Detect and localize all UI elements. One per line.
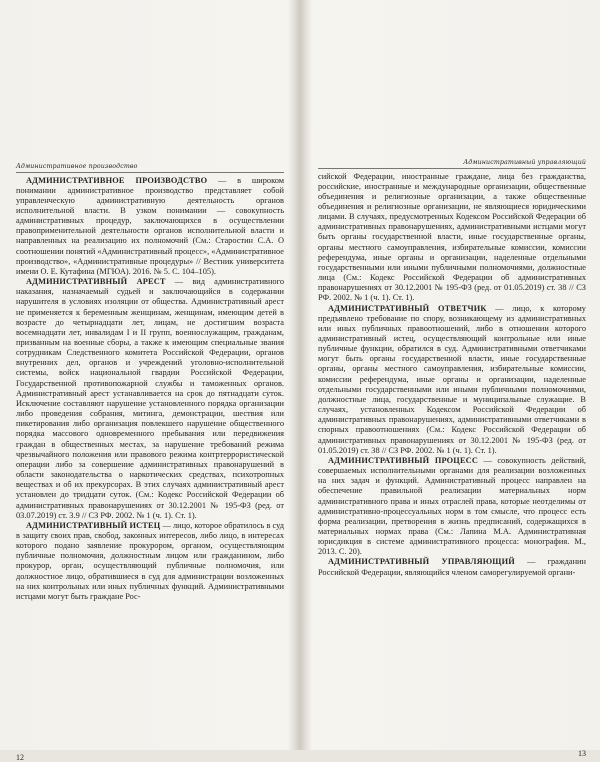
entry-body: — гражданин Российской Федерации, являющийся членом саморегулируемой органи- [318, 557, 586, 577]
entry-body: — лицо, к которому предъявлено требование по спору, возникающему из административных или иных публичных правоотношений, либо в отношении которого административный истец, осуществляющий контрольные или иные публичные функции, обратился в суд. Административными ответчиками могут быть органы государственной власти, иные государственные органы, органы местного самоуправления, избирательные комиссии, комиссии референдума, иные органы и организации, наделенные отдельными государственными или иными публичными полномочиями, должностные лица, государственные и муниципальные служащие. В случаях, установленных Кодексом Российской Федерации об административных правонарушениях, административными ответчиками в спорных правоотношениях (См.: Кодекс Российской Федерации об административных правонарушениях от 30.12.2001 № 195-ФЗ (ред. от 01.05.2019) ст. 38 // СЗ РФ. 2002. № 1 (ч. 1). Ст. 1). [318, 303, 586, 455]
entry-paragraph [16, 176, 284, 278]
entry-paragraph [16, 521, 284, 602]
left-page [16, 163, 285, 762]
page-number-left: 12 [16, 753, 24, 762]
entry-paragraph [16, 277, 284, 521]
entry-term: АДМИНИСТРАТИВНЫЙ ПРОЦЕСС [328, 455, 479, 465]
entry-term: АДМИНИСТРАТИВНЫЙ УПРАВЛЯЮЩИЙ [328, 557, 515, 567]
entry-body: — вид административного наказания, назначаемый судьей и заключающийся в содержании нарушителя в условиях изоляции от общества. Административный арест не применяется к беременным женщинам, женщинам, имеющим детей в возрасте до четырнадцати лет, лицам, не достигшим возраста восемнадцати лет, инвалидам I и II групп, военнослужащим, гражданам, призванным на военные сборы, а также к имеющим специальные звания сотрудникам Следственного комитета Российской Федерации, органов внутренних дел, органов и учреждений уголовно-исполнительной системы, войск национальной гвардии Российской Федерации, Государственной противопожарной службы и таможенных органов. Административный арест устанавливается на срок до пятнадцати суток. Исключение составляют нарушение установленного порядка организации либо проведения собрания, митинга, демонстрации, шествия или пикетирования либо организация повлекшего нарушение общественного порядка массового одновременного пребывания или передвижения граждан в общественных местах, за нарушение требований режима чрезвычайного положения или правового режима контртеррористической операции либо за совершение административных правонарушений в области законодательства о наркотических средствах, психотропных веществах и об их прекурсорах. В этих случаях административный арест установлен до тридцати суток. (См.: Кодекс Российской Федерации об административных правонарушениях от 30.12.2001 № 195-ФЗ (ред. от 03.07.2019) ст. 3.9 // СЗ РФ. 2002. № 1 (ч. 1). Ст. 1). [16, 277, 284, 520]
entry-term: АДМИНИСТРАТИВНЫЙ ОТВЕТЧИК [328, 303, 487, 313]
right-page-text [318, 172, 586, 578]
running-head-left: Административное производство [16, 163, 284, 173]
entry-body: — лицо, которое обратилось в суд в защиту своих прав, свобод, законных интересов, либо лицо, в интересах которого подано заявление прокурором, органом, осуществляющим публичные полномочия, должностным лицом или гражданином, либо прокурор, орган, осуществляющий публичные полномочия, или должностное лицо, обратившиеся в суд для администрации возложенных на них контрольных или иных публичных функций. Административными истцами могут быть граждане Рос- [16, 520, 284, 601]
entry-paragraph [318, 557, 586, 577]
entry-term: АДМИНИСТРАТИВНОЕ ПРОИЗВОДСТВО [26, 175, 208, 185]
entry-body: сийской Федерации, иностранные граждане, лица без гражданства, российские, иностранные и международные организации, общественные объединения и религиозные организации, а также общественные объединения и религиозные организации, не являющиеся юридическими лицами. В случаях, предусмотренных Кодексом Российской Федерации об административных правонарушениях, административными истцами могут быть органы государственной власти, иные государственные органы, органы местного самоуправления, избирательные комиссии, комиссии референдума, иные органы и организации, наделенные отдельными государственными или иными публичными полномочиями, должностные лица (См.: Кодекс Российской Федерации об административных правонарушениях от 30.12.2001 № 195-ФЗ (ред. от 01.05.2019) ст. 38 // СЗ РФ. 2002. № 1 (ч. 1). Ст. 1). [318, 171, 586, 303]
entry-paragraph [318, 304, 586, 456]
entry-body: — совокупность действий, совершаемых исполнительными органами для реализации возложенных на них задач и функций. Административный процесс направлен на обеспечение правильной реализации материальных норм административного права и иных отраслей права, которые неотделимы от административно-процессуальных норм в том смысле, что процесс есть форма реализации, претворения в жизнь предписаний, содержащихся в материальных нормах права (См.: Лапина М.А. Административная юрисдикция в системе административного процесса: монография. М., 2013. С. 20). [318, 455, 587, 557]
entry-body: — в широком понимании административное производство представляет собой управленческую административную деятельность органов исполнительной власти. В узком понимании — совокупность административных процедур, заключающихся в осуществлении правоприменительной деятельности органов исполнительной власти и направленных на реализацию их полномочий (См.: Старостин С.А. О соотношении понятий «Административный процесс», «Административное производство», «Административные процедуры» // Вестник университета имени О. Е. Кутафина (МГЮА). 2016. № 5. С. 104–105). [16, 175, 285, 276]
page-number-right: 13 [578, 749, 586, 758]
running-head-right: Административный управляющий [318, 159, 586, 169]
left-page-text [16, 176, 284, 603]
entry-term: АДМИНИСТРАТИВНЫЙ ИСТЕЦ [26, 520, 161, 530]
entry-term: АДМИНИСТРАТИВНЫЙ АРЕСТ [26, 277, 166, 287]
entry-paragraph [318, 456, 586, 558]
right-page [318, 159, 587, 758]
continued-paragraph [318, 172, 586, 304]
